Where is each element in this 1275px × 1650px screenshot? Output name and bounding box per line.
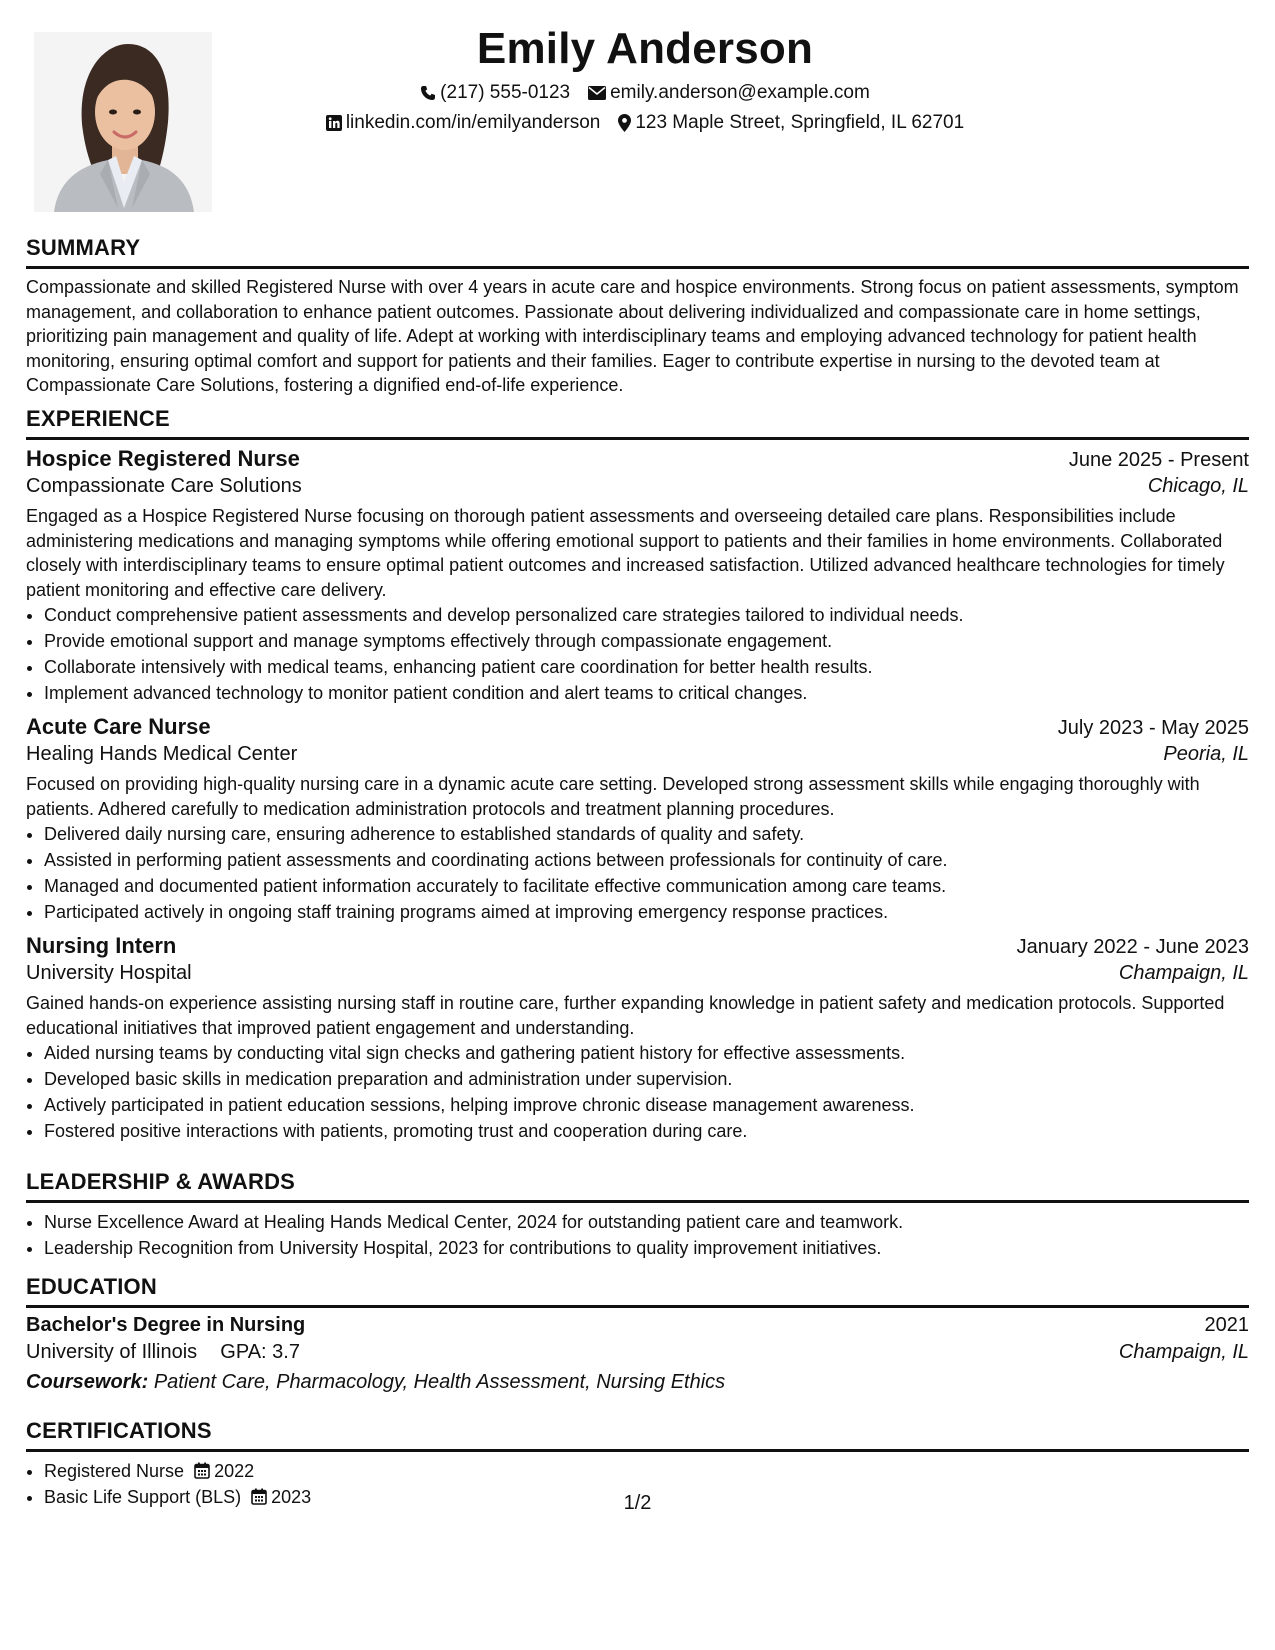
job-organization: Compassionate Care Solutions bbox=[26, 475, 302, 497]
section-divider bbox=[26, 437, 1249, 440]
certifications-heading: CERTIFICATIONS bbox=[26, 1418, 212, 1443]
contact-line-2 bbox=[240, 108, 1050, 138]
list-item: • Collaborate intensively with medical teams, enhancing patient care coordination for better health results. bbox=[44, 654, 1249, 680]
address-contact bbox=[618, 108, 964, 138]
linkedin-contact[interactable] bbox=[326, 108, 601, 138]
email-address: emily.anderson@example.com bbox=[610, 82, 870, 103]
list-item: • Actively participated in patient education sessions, helping improve chronic disease management awareness. bbox=[44, 1092, 1249, 1118]
list-item: • Fostered positive interactions with patients, promoting trust and cooperation during care. bbox=[44, 1118, 1249, 1144]
page-number: 1/2 bbox=[623, 1492, 652, 1514]
list-item bbox=[44, 1458, 1249, 1484]
job-title: Acute Care Nurse bbox=[26, 714, 211, 739]
school-info bbox=[26, 1337, 300, 1367]
list-item: • Nurse Excellence Award at Healing Hands Medical Center, 2024 for outstanding patient care and teamwork. bbox=[44, 1209, 1249, 1235]
list-item: • Participated actively in ongoing staff training programs aimed at improving emergency response practices. bbox=[44, 899, 1249, 925]
section-divider bbox=[26, 1305, 1249, 1308]
job-organization: Healing Hands Medical Center bbox=[26, 743, 298, 765]
list-item: • Delivered daily nursing care, ensuring adherence to established standards of quality and safety. bbox=[44, 821, 1249, 847]
email-contact[interactable] bbox=[588, 78, 870, 108]
job-location: Chicago, IL bbox=[1147, 475, 1249, 497]
job-dates: June 2025 - Present bbox=[1068, 449, 1249, 471]
list-item: • Assisted in performing patient assessments and coordinating actions between professionals for continuity of care. bbox=[44, 847, 1249, 873]
list-item: • Provide emotional support and manage symptoms effectively through compassionate engagement. bbox=[44, 628, 1249, 654]
experience-section bbox=[26, 405, 1249, 1144]
phone-number: (217) 555-0123 bbox=[440, 82, 571, 103]
awards-section bbox=[26, 1168, 1249, 1261]
job-bullets bbox=[26, 1040, 1249, 1144]
map-pin-icon bbox=[618, 114, 631, 132]
certification-name: Registered Nurse bbox=[44, 1461, 185, 1481]
list-item: • Managed and documented patient information accurately to facilitate effective communication among care teams. bbox=[44, 873, 1249, 899]
certification-year: 2022 bbox=[214, 1461, 255, 1481]
job-description: Focused on providing high-quality nursing care in a dynamic acute care setting. Developed strong assessment skills while engaging thoroughly with patients. Adhered carefully to medication administration protocols and treatment planning procedures. bbox=[26, 774, 1200, 819]
summary-section bbox=[26, 234, 1249, 398]
phone-icon bbox=[420, 85, 436, 101]
job-description: Engaged as a Hospice Registered Nurse focusing on thorough patient assessments and overseeing detailed care plans. Responsibilities include administering medications and managing symptoms while offering emotional support to patients and their families in home environments. Collaborated closely with interdisciplinary teams to ensure optimal patient outcomes and increased satisfaction. Utilized advanced healthcare technologies for timely patient monitoring and effective care delivery. bbox=[26, 506, 1225, 600]
address-text: 123 Maple Street, Springfield, IL 62701 bbox=[635, 112, 965, 133]
job-dates: July 2023 - May 2025 bbox=[1057, 717, 1249, 739]
awards-heading: LEADERSHIP & AWARDS bbox=[26, 1169, 296, 1194]
candidate-name: Emily Anderson bbox=[476, 24, 814, 73]
list-item: • Developed basic skills in medication preparation and administration under supervision. bbox=[44, 1066, 1249, 1092]
list-item: • Conduct comprehensive patient assessments and develop personalized care strategies tailored to individual needs. bbox=[44, 602, 1249, 628]
coursework bbox=[26, 1367, 1249, 1397]
job-title: Nursing Intern bbox=[26, 933, 177, 958]
gpa: GPA: 3.7 bbox=[220, 1341, 300, 1363]
education-section bbox=[26, 1273, 1249, 1397]
contact-line-1 bbox=[240, 78, 1050, 108]
section-divider bbox=[26, 266, 1249, 269]
list-item: • Leadership Recognition from University Hospital, 2023 for contributions to quality improvement initiatives. bbox=[44, 1235, 1249, 1261]
list-item: • Aided nursing teams by conducting vital sign checks and gathering patient history for effective assessments. bbox=[44, 1040, 1249, 1066]
awards-list bbox=[26, 1209, 1249, 1261]
linkedin-url: linkedin.com/in/emilyanderson bbox=[345, 112, 601, 133]
certification-year: 2023 bbox=[271, 1487, 312, 1507]
profile-photo-image bbox=[34, 32, 212, 212]
summary-heading: SUMMARY bbox=[26, 235, 141, 260]
job-org-row bbox=[26, 959, 1249, 987]
summary-text: Compassionate and skilled Registered Nurse with over 4 years in acute care and hospice environments. Strong focus on patient assessments, symptom management, and collaboration to enhance patient outcomes. Passionate about delivering individualized and compassionate care in home settings, prioritizing pain management and quality of life. Adept at working with interdisciplinary teams and employing advanced technology for patient health monitoring, ensuring optimal comfort and support for patients and their families. Eager to contribute expertise in nursing to the devoted team at Compassionate Care Solutions, fostering a dignified end-of-life experience. bbox=[26, 277, 1239, 395]
calendar-icon bbox=[194, 1462, 210, 1479]
job-location: Peoria, IL bbox=[1163, 743, 1249, 765]
section-divider bbox=[26, 1449, 1249, 1452]
job-entry bbox=[26, 933, 1249, 1144]
profile-photo bbox=[34, 32, 212, 212]
education-header bbox=[26, 1314, 1249, 1337]
graduation-year: 2021 bbox=[1204, 1314, 1249, 1336]
job-header bbox=[26, 933, 1249, 959]
job-org-row bbox=[26, 472, 1249, 500]
job-organization: University Hospital bbox=[26, 962, 192, 984]
linkedin-icon bbox=[326, 115, 342, 131]
job-entry bbox=[26, 446, 1249, 706]
job-bullets bbox=[26, 602, 1249, 706]
coursework-label: Coursework: bbox=[26, 1371, 149, 1393]
job-entry bbox=[26, 714, 1249, 925]
degree-name: Bachelor's Degree in Nursing bbox=[26, 1314, 306, 1336]
school-name: University of Illinois bbox=[26, 1341, 198, 1363]
certification-name: Basic Life Support (BLS) bbox=[44, 1487, 242, 1507]
job-location: Champaign, IL bbox=[1118, 962, 1249, 984]
school-location: Champaign, IL bbox=[1118, 1341, 1249, 1363]
job-header bbox=[26, 446, 1249, 472]
job-bullets bbox=[26, 821, 1249, 925]
job-org-row bbox=[26, 740, 1249, 768]
job-title: Hospice Registered Nurse bbox=[26, 446, 300, 471]
job-header bbox=[26, 714, 1249, 740]
list-item: • Implement advanced technology to monitor patient condition and alert teams to critical changes. bbox=[44, 680, 1249, 706]
experience-heading: EXPERIENCE bbox=[26, 406, 170, 431]
envelope-icon bbox=[588, 86, 606, 100]
section-divider bbox=[26, 1200, 1249, 1203]
education-heading: EDUCATION bbox=[26, 1274, 157, 1299]
phone-contact[interactable] bbox=[420, 78, 570, 108]
resume-header bbox=[240, 20, 1050, 138]
job-dates: January 2022 - June 2023 bbox=[1016, 936, 1249, 958]
job-description: Gained hands-on experience assisting nursing staff in routine care, further expanding knowledge in patient safety and medication protocols. Supported educational initiatives that improved patient engagement and understanding. bbox=[26, 993, 1225, 1038]
education-school-row bbox=[26, 1337, 1249, 1367]
coursework-list: Patient Care, Pharmacology, Health Assessment, Nursing Ethics bbox=[153, 1371, 726, 1393]
